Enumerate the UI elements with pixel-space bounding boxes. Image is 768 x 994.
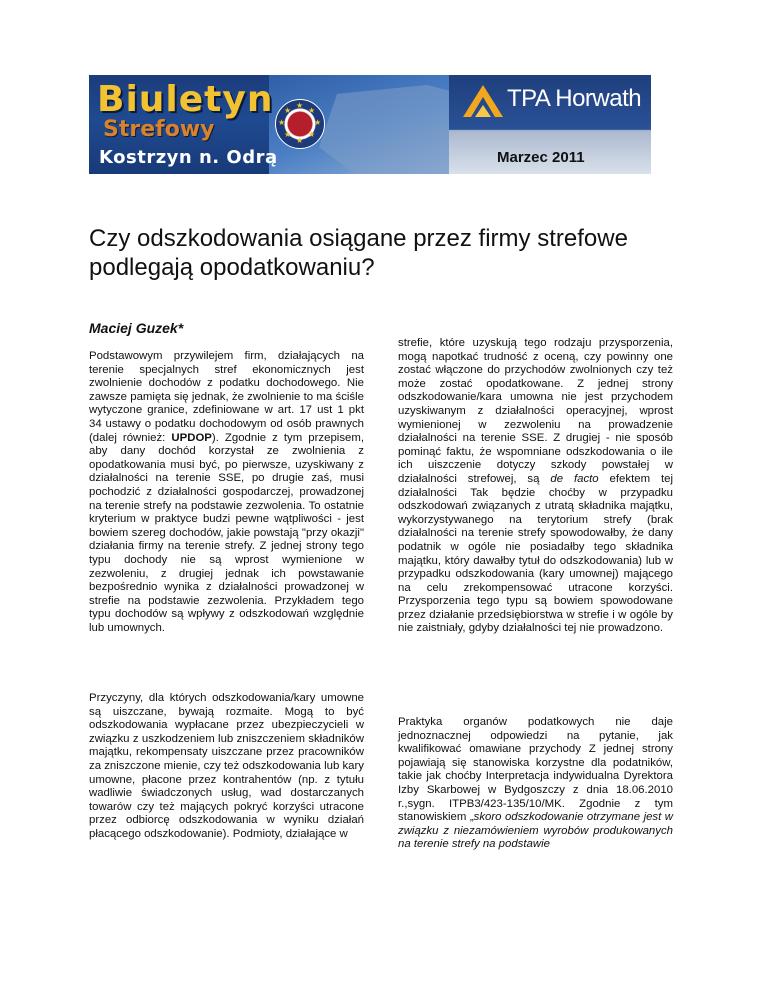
left-column-paragraph-1 <box>89 350 364 635</box>
right-column-paragraph-2 <box>398 716 673 852</box>
brand-name: TPA Horwath <box>507 85 642 112</box>
abbreviation-updop: UPDOP <box>171 431 212 444</box>
issue-date: Marzec 2011 <box>497 149 585 166</box>
text-run: Przyczyny, dla których odszkodowania/kary umowne są uiszczane, bywają rozmaite. Mogą to być odszkodowania wypłacane przez ubezpieczycieli w związku z uszkodzeniem lub zniszczeniem składników majątku, rekompensaty uiszczane przez pracowników za zniszczone mienie, czy też odszkodowania lub kary umowne, płacone przez kontrahentów (np. z tytułu wadliwie świadczonych usług, wad dostarczanych towarów czy też mających pokryć korzyści utracone przez odbiorcę odszkodowania w wyniku działań płacącego odszkodowanie). Podmioty, działające w <box>89 692 364 840</box>
text-run: ). Zgodnie z tym przepisem, aby dany dochód korzystał ze zwolnienia z opodatkowania musi być, po pierwsze, uzyskiwany z działalności na terenie SSE, po drugie zaś, musi pochodzić z działalności gospodarczej, prowadzonej na terenie strefy na podstawie zezwolenia. To ostatnie kryterium w praktyce budzi pewne wątpliwości - jest bowiem szereg dochodów, jakie powstają "przy okazji" działania firmy na terenie strefy. Z jednej strony tego typu dochody nie są wprost wymienione w zezwoleniu, z drugiej jednak ich powstawanie bezpośrednio wynika z działalności prowadzonej w strefie na podstawie zezwolenia. Przykładem tego typu dochodów są wpływy z odszkodowań względnie lub umownych. <box>89 431 364 634</box>
italic-term: de facto <box>550 472 599 485</box>
tpa-horwath-logo-icon <box>461 83 505 119</box>
banner-city: Kostrzyn n. Odrą <box>99 147 278 168</box>
right-column-paragraph-1 <box>398 337 673 636</box>
text-run: Praktyka organów podatkowych nie daje jednoznacznej odpowiedzi na pytanie, jak kwalifikować omawiane przychody Z jednej strony pojawiają się stanowiska korzystne dla podatników, takie jak choćby Interpretacja indywidualna Dyrektora Izby Skarbowej w Bydgoszczy z dnia 18.06.2010 r.,sygn. ITPB3/423-135/10/MK. Zgodnie z tym stanowiskiem „ <box>398 716 673 824</box>
italic-quote: skoro odszkodowanie otrzymane jest w związku z niezamówieniem wyrobów produkowanych na terenie strefy na podstawie <box>398 811 673 851</box>
text-run: Podstawowym przywilejem firm, działających na terenie specjalnych stref ekonomicznych jest zwolnienie dochodów z podatku dochodowego. Nie zawsze pamięta się jednak, że zwolnienie to ma ściśle wytyczone granice, zdefiniowane w art. 17 ust 1 pkt 34 ustawy o podatku dochodowym od osób prawnych (dalej również: <box>89 350 364 444</box>
left-column-paragraph-2 <box>89 692 364 842</box>
text-run: efektem tej działalności Tak będzie choćby w przypadku odszkodowań związanych z utratą składnika majątku, wykorzystywanego na terytorium strefy (brak działalności na terenie strefy spowodowałby, że dany podatnik w ogóle nie posiadałby tego składnika majątku, który dawałby tytuł do odszkodowania) lub w przypadku odszkodowania (kary umownej) mającego na celu zrekompensować utracone korzyści. Przysporzenia tego typu są bowiem spowodowane przez działanie przedsiębiorstwa w strefie i w ogóle by nie zaistniały, gdyby działalności tej nie prowadzono. <box>398 472 674 635</box>
eu-flag-emblem-icon: ★ ★ ★ ★ ★ ★ ★ ★ <box>275 99 325 149</box>
article-author: Maciej Guzek* <box>89 320 184 336</box>
newsletter-banner <box>89 75 651 174</box>
article-title: Czy odszkodowania osiągane przez firmy strefowe podlegają opodatkowaniu? <box>89 225 628 281</box>
text-run: strefie, które uzyskują tego rodzaju przysporzenia, mogą napotkać trudność z oceną, czy powinny one zostać włączone do przychodów zwolnionych czy też może zostać opodatkowane. Z jednej strony odszkodowanie/kara umowna nie jest przychodem uzyskiwanym z działalności operacyjnej, wprost wymienionej w zezwoleniu na prowadzenie działalności na terenie SSE. Z drugiej - nie sposób pominąć faktu, że wspomniane odszkodowania o ile ich uiszczenie dotyczy szkody powstałej w działalności strefowej, są <box>398 337 673 485</box>
banner-title: Biuletyn <box>97 79 274 120</box>
banner-subtitle: Strefowy <box>103 117 215 142</box>
